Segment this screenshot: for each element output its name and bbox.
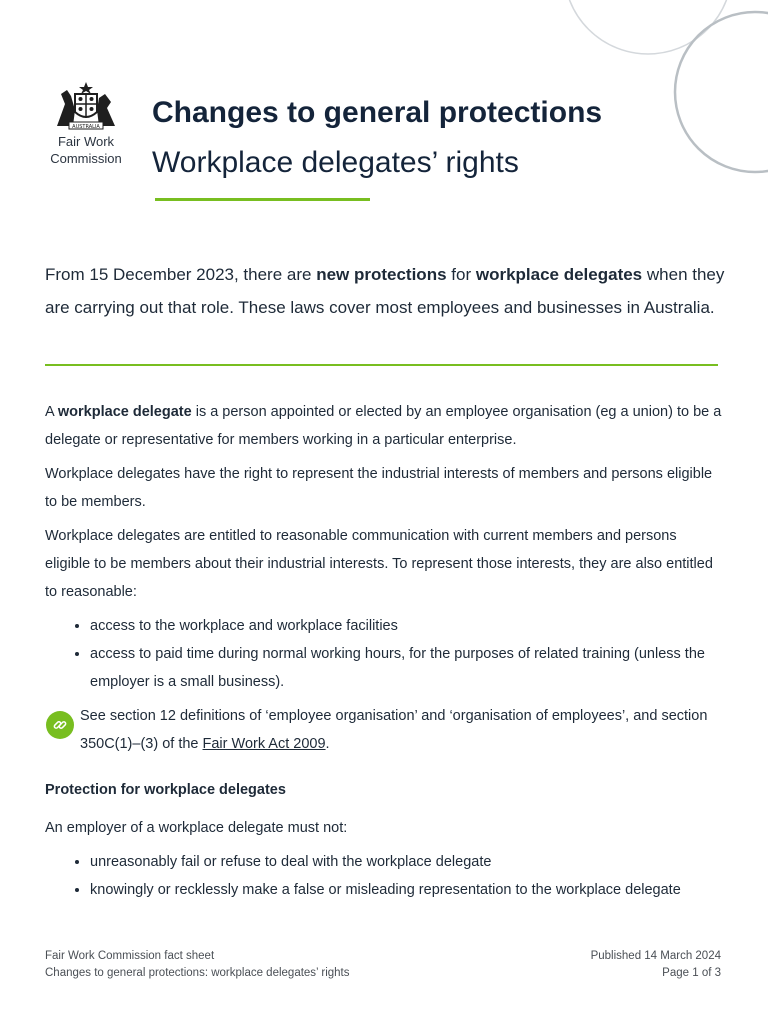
fair-work-act-link[interactable]: Fair Work Act 2009 (202, 736, 326, 752)
list-item: • knowingly or recklessly make a false or misleading representation to the workplace delegate (90, 876, 725, 904)
footer-doc-title: Changes to general protections: workplace delegates’ rights (45, 967, 350, 979)
note-text: See section 12 definitions of ‘employee organisation’ and ‘organisation of employees’, and section 350C(1)–(3) of the (80, 708, 708, 752)
list-item: • access to the workplace and workplace facilities (90, 612, 725, 640)
section-heading: Protection for workplace delegates (45, 782, 286, 798)
obligations-list (45, 848, 725, 904)
page-subtitle: Workplace delegates’ rights (152, 146, 519, 179)
intro-divider (45, 364, 718, 366)
intro-text: From 15 December 2023, there are (45, 265, 317, 284)
main-content (45, 398, 725, 910)
note-text: . (325, 736, 330, 752)
list-item: • access to paid time during normal working hours, for the purposes of related training (unless the employer is a small business). (90, 640, 725, 696)
footer-published-date: Published 14 March 2024 (590, 950, 721, 962)
intro-text: when they are carrying out that role. These laws cover most employees and businesses in Australia. (45, 265, 725, 317)
page-title: Changes to general protections (152, 96, 603, 129)
coat-of-arms-icon (53, 80, 119, 132)
footer-page-number: Page 1 of 3 (662, 967, 721, 979)
list-item: • unreasonably fail or refuse to deal with the workplace delegate (90, 848, 725, 876)
link-icon (46, 711, 74, 739)
footer-left (45, 948, 350, 982)
footer-doc-type: Fair Work Commission fact sheet (45, 950, 215, 962)
footer-right (591, 948, 721, 982)
obligations-paragraph: An employer of a workplace delegate must not: (45, 820, 348, 836)
intro-bold: new protections (316, 265, 447, 284)
intro-bold: workplace delegates (475, 265, 643, 284)
entitlements-list (45, 612, 725, 696)
definition-paragraph (45, 398, 725, 454)
org-name-line2: Commission (50, 151, 122, 166)
reference-note (45, 702, 725, 758)
rights-paragraph: Workplace delegates have the right to represent the industrial interests of members and persons eligible to be members. (45, 466, 713, 510)
intro-text: for (446, 265, 476, 284)
body-text: is a person appointed or elected by an employee organisation (eg a union) to be a delegate or representative for members working in a particular enterprise. (45, 404, 722, 448)
term-bold: workplace delegate (57, 404, 192, 420)
intro-paragraph (45, 258, 725, 324)
org-name-line1: Fair Work (57, 134, 115, 149)
entitlements-paragraph: Workplace delegates are entitled to reasonable communication with current members and persons eligible to be members about their industrial interests. To represent those interests, they are also entitled to reasonable: (45, 528, 713, 600)
body-text: A (45, 404, 58, 420)
fair-work-commission-logo (44, 80, 128, 166)
title-underline (155, 198, 370, 201)
crest-text: AUSTRALIA (72, 124, 100, 130)
